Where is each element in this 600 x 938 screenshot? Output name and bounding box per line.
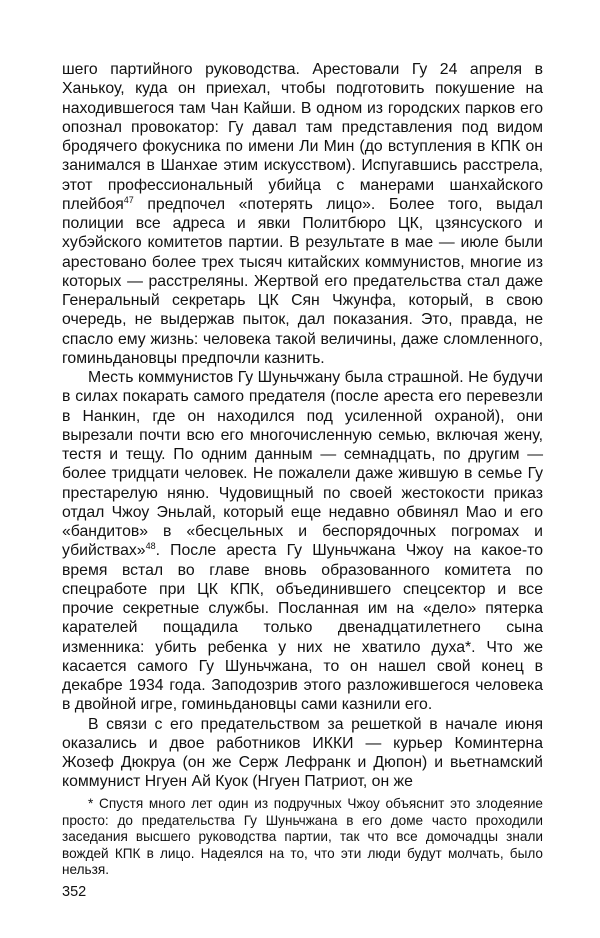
paragraph-3-text: В связи с его предательством за решеткой в начале июня оказались и двое работников ИККИ — курьер Коминтерна Жозеф Дюкруа (он же Серж Лефранк и Дюпон) и вьетнамский коммунист Нгуен Ай Куок (Нгуен Патриот, он же bbox=[62, 715, 543, 791]
paragraph-1-text-a: шего партийного руководства. Арестовали Гу 24 апреля в Ханькоу, куда он приехал, чтобы подготовить покушение на находившегося там Чан Кайши. В одном из городских парков его опознал провокатор: Гу давал там представления под видом бродячего фокусника по имени Ли Мин (до вступления в КПК он занимался в Шанхае этим искусством). Испугавшись расстрела, этот профессиональный убийца с манерами шанхайского плейбоя bbox=[62, 61, 543, 213]
paragraph-1 bbox=[62, 60, 543, 368]
footnote: * Спустя много лет один из подручных Чжоу объяснит это злодеяние просто: до предательства Гу Шуньчжана в его доме часто проходили заседания высшего руководства партии, так что все домочадцы знали вождей КПК в лицо. Надеялся на то, что эти люди будут молчать, было нельзя. bbox=[62, 796, 543, 878]
paragraph-3 bbox=[62, 715, 543, 792]
paragraph-2 bbox=[62, 368, 543, 715]
paragraph-2-text-a: Месть коммунистов Гу Шуньчжану была страшной. Не будучи в силах покарать самого предателя (после ареста его перевезли в Нанкин, где он находился под усиленной охраной), они вырезали почти всю его многочисленную семью, включая жену, тестя и тещу. По одним данным — семнадцать, по другим — более тридцати человек. Не пожалели даже жившую в семье Гу престарелую няню. Чудовищный по своей жестокости приказ отдал Чжоу Эньлай, который еще недавно обвинял Мао и его «бандитов» в «бесцельных и беспорядочных погромах и убийствах» bbox=[62, 369, 543, 560]
page-number: 352 bbox=[62, 884, 87, 900]
paragraph-1-text-b: предпочел «потерять лицо». Более того, выдал полиции все адреса и явки Политбюро ЦК, цзянсуского и хубэйского комитетов партии. В результате в мае — июле были арестовано более трех тысяч китайских коммунистов, многие из которых — расстреляны. Жертвой его предательства стал даже Генеральный секретарь ЦК Сян Чжунфа, который, в свою очередь, не выдержав пыток, дал показания. Это, правда, не спасло ему жизнь: человека такой величины, даже сломленного, гоминьдановцы предпочли казнить. bbox=[62, 195, 543, 367]
paragraph-2-text-b: . После ареста Гу Шуньчжана Чжоу на какое-то время встал во главе вновь образованного комитета по спецработе при ЦК КПК, объединившего спецсектор и все прочие секретные службы. Посланная им на «дело» пятерка карателей пощадила только двенадцатилетнего сына изменника: убить ребенка у них не хватило духа*. Что же касается самого Гу Шуньчжана, то он нашел свой конец в декабре 1934 года. Заподозрив этого разложившегося человека в двойной игре, гоминьдановцы сами казнили его. bbox=[62, 542, 543, 714]
footnote-ref-47: 47 bbox=[123, 194, 134, 205]
main-text bbox=[62, 60, 543, 792]
footnote-ref-48: 48 bbox=[145, 541, 156, 552]
